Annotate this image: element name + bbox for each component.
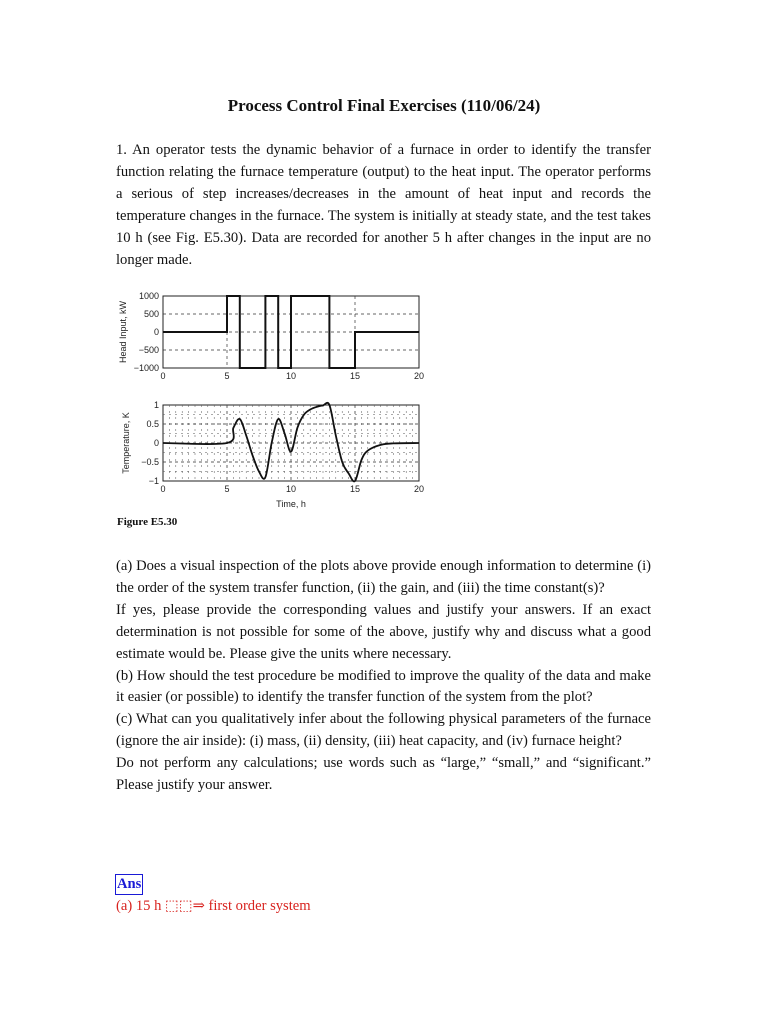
heat-input-ytick-label: 0 xyxy=(153,327,159,337)
temperature-ytick-label: 0.5 xyxy=(146,419,159,429)
temperature-xlabel: Time, h xyxy=(276,499,306,509)
temperature-ylabel: Temperature, K xyxy=(121,412,131,474)
document-title: Process Control Final Exercises (110/06/24) xyxy=(227,96,541,115)
temperature-xtick-label: 20 xyxy=(413,484,425,494)
heat-input-xtick-label: 0 xyxy=(160,371,166,381)
figure-e5-30 xyxy=(112,288,432,513)
part-a-text: (a) Does a visual inspection of the plots above provide enough information to determine (i) the order of the system transfer function, (ii) the gain, and (iii) the time constant(s)? xyxy=(116,558,651,596)
part-c-text: (c) What can you qualitatively infer about the following physical parameters of the furnace (ignore the air inside): (i) mass, (ii) density, (iii) heat capacity, and (iv) furnace height? xyxy=(116,711,651,750)
temperature-ytick-label: 1 xyxy=(153,400,159,410)
temperature-ytick-label: 0 xyxy=(153,438,159,448)
heat-input-ylabel: Head Input, kW xyxy=(118,300,128,364)
temperature-ytick-label: −0.5 xyxy=(141,457,159,467)
temperature-tick-labels xyxy=(141,400,424,494)
heat-input-ytick-label: 1000 xyxy=(138,291,159,301)
heat-input-ytick-label: 500 xyxy=(143,309,159,319)
answer-a: (a) 15 h ⬚⬚⇒ first order system xyxy=(116,898,311,914)
heat-input-xtick-label: 15 xyxy=(349,371,361,381)
heat-input-series-line xyxy=(163,296,419,368)
figure-caption: Figure E5.30 xyxy=(117,516,178,528)
part-b-text: (b) How should the test procedure be modified to improve the quality of the data and make it easier (or possible) to identify the transfer function of the system from the plot? xyxy=(116,667,651,706)
part-c-note: Do not perform any calculations; use words such as “large,” “small,” and “significant.” Please justify your answer. xyxy=(116,755,651,794)
temperature-xtick-label: 15 xyxy=(349,484,361,494)
heat-input-xtick-label: 10 xyxy=(285,371,297,381)
heat-input-xtick-label: 20 xyxy=(413,371,425,381)
temperature-xtick-label: 5 xyxy=(224,484,230,494)
temperature-xtick-label: 10 xyxy=(285,484,297,494)
temperature-grid xyxy=(163,405,419,481)
heat-input-ytick-label: −1000 xyxy=(133,363,159,373)
temperature-ytick-label: −1 xyxy=(148,476,159,486)
heat-input-ytick-label: −500 xyxy=(138,345,159,355)
temperature-xtick-label: 0 xyxy=(160,484,166,494)
question-parts xyxy=(116,556,651,797)
part-a-followup: If yes, please provide the corresponding values and justify your answers. If an exact determination is not possible for some of the above, justify why and discuss what a good estimate would be. Please give the units where necessary. xyxy=(116,601,651,662)
heat-input-xtick-label: 5 xyxy=(224,371,230,381)
heat-input-chart xyxy=(118,291,424,381)
temperature-chart xyxy=(121,400,424,509)
answer-label: Ans xyxy=(115,874,143,895)
question-1-intro: 1. An operator tests the dynamic behavior of a furnace in order to identify the transfer function relating the furnace temperature (output) to the heat input. The operator performs a serious of step increases/decreases in the amount of heat input and records the temperature changes in the furnace. The system is initially at steady state, and the test takes 10 h (see Fig. E5.30). Data are recorded for another 5 h after changes in the input are no longer made. xyxy=(116,142,651,268)
